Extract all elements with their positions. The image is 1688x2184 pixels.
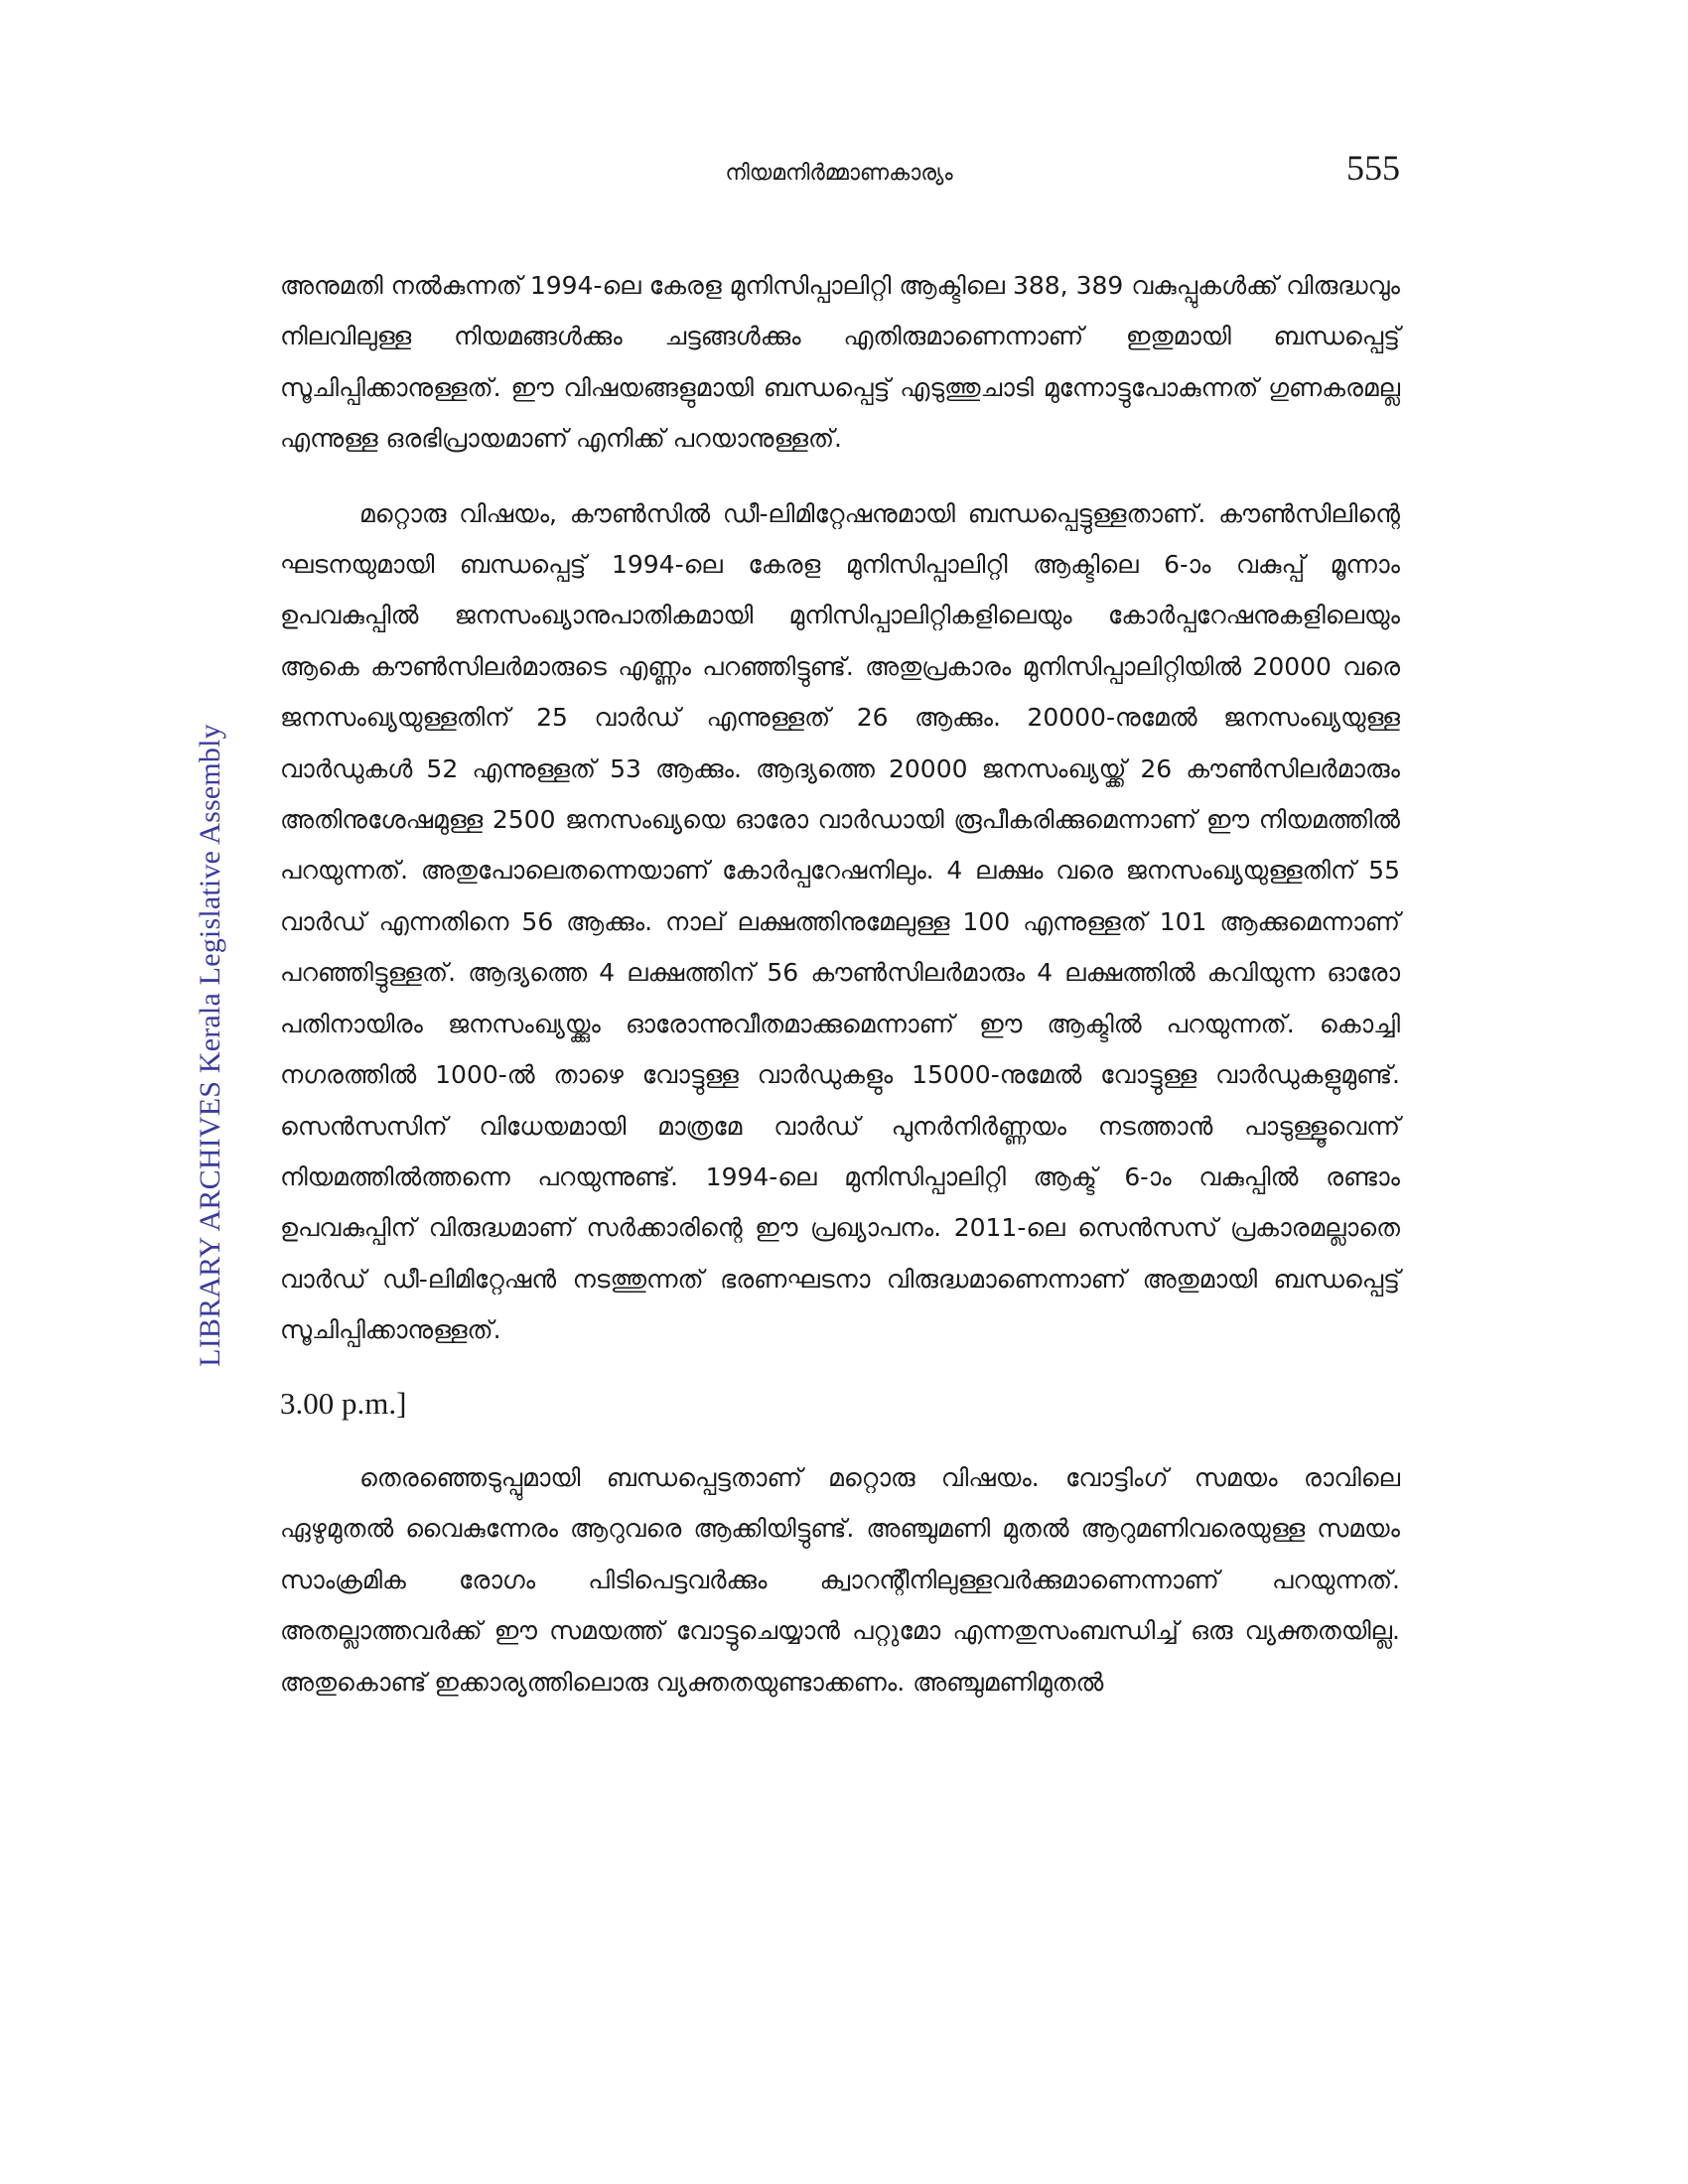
paragraph-3: തെരഞ്ഞെടുപ്പുമായി ബന്ധപ്പെട്ടതാണ് മറ്റൊരു വിഷയം. വോട്ടിംഗ് സമയം രാവിലെ ഏഴുമുതൽ വൈകുന്നേരം ആറുവരെ ആക്കിയിട്ടുണ്ട്. അഞ്ചുമണി മുതൽ ആറുമണിവരെയുള്ള സമയം സാംക്രമിക രോഗം പിടിപെട്ടവർക്കും ക്വാറന്റീനിലുള്ളവർക്കുമാണെന്നാണ് പറയുന്നത്. അതല്ലാത്തവർക്ക് ഈ സമയത്ത് വോട്ടുചെയ്യാൻ പറ്റുമോ എന്നതുസംബന്ധിച്ച് ഒരു വ്യക്തതയില്ല. അതുകൊണ്ട് ഇക്കാര്യത്തിലൊരു വ്യക്തതയുണ്ടാക്കണം. അഞ്ചുമണിമുതൽ (280, 1462, 1400, 1697)
running-title: നിയമനിർമ്മാണകാര്യം (725, 161, 953, 186)
page-number: 555 (1346, 148, 1400, 188)
archive-watermark: LIBRARY ARCHIVES Kerala Legislative Assembly (194, 724, 226, 1367)
paragraph-2: മറ്റൊരു വിഷയം, കൗൺസിൽ ഡീ-ലിമിറ്റേഷനുമായി ബന്ധപ്പെട്ടുള്ളതാണ്. കൗൺസിലിന്റെ ഘടനയുമായി ബന്ധപ്പെട്ട് 1994-ലെ കേരള മുനിസിപ്പാലിറ്റി ആക്ടിലെ 6-ാം വകുപ്പ് മൂന്നാം ഉപവകുപ്പിൽ ജനസംഖ്യാനുപാതികമായി മുനിസിപ്പാലിറ്റികളിലെയും കോർപ്പറേഷനുകളിലെയും ആകെ കൗൺസിലർമാരുടെ എണ്ണം പറഞ്ഞിട്ടുണ്ട്. അതുപ്രകാരം മുനിസിപ്പാലിറ്റിയിൽ 20000 വരെ ജനസംഖ്യയുള്ളതിന് 25 വാർഡ് എന്നുള്ളത് 26 ആക്കും. 20000-നുമേൽ ജനസംഖ്യയുള്ള വാർഡുകൾ 52 എന്നുള്ളത് 53 ആക്കും. ആദ്യത്തെ 20000 ജനസംഖ്യയ്ക്ക് 26 കൗൺസിലർമാരും അതിനുശേഷമുള്ള 2500 ജനസംഖ്യയെ ഓരോ വാർഡായി രൂപീകരിക്കുമെന്നാണ് ഈ നിയമത്തിൽ പറയുന്നത്. അതുപോലെതന്നെയാണ് കോർപ്പറേഷനിലും. 4 ലക്ഷം വരെ ജനസംഖ്യയുള്ളതിന് 55 വാർഡ് എന്നതിനെ 56 ആക്കും. നാല് ലക്ഷത്തിനുമേലുള്ള 100 എന്നുള്ളത് 101 ആക്കുമെന്നാണ് പറഞ്ഞിട്ടുള്ളത്. ആദ്യത്തെ 4 ലക്ഷത്തിന് 56 കൗൺസിലർമാരും 4 ലക്ഷത്തിൽ കവിയുന്ന ഓരോ പതിനായിരം ജനസംഖ്യയ്ക്കും ഓരോന്നുവീതമാക്കുമെന്നാണ് ഈ ആക്ടിൽ പറയുന്നത്. കൊച്ചി നഗരത്തിൽ 1000-ൽ താഴെ വോട്ടുള്ള വാർഡുകളും 15000-നുമേൽ വോട്ടുള്ള വാർഡുകളുമുണ്ട്. സെൻസസിന് വിധേയമായി മാത്രമേ വാർഡ് പുനർനിർണ്ണയം നടത്താൻ പാടുള്ളൂവെന്ന് നിയമത്തിൽത്തന്നെ പറയുന്നുണ്ട്. 1994-ലെ മുനിസിപ്പാലിറ്റി ആക്ട് 6-ാം വകുപ്പിൽ രണ്ടാം ഉപവകുപ്പിന് വിരുദ്ധമാണ് സർക്കാരിന്റെ ഈ പ്രഖ്യാപനം. 2011-ലെ സെൻസസ് പ്രകാരമല്ലാതെ വാർഡ് ഡീ-ലിമിറ്റേഷൻ നടത്തുന്നത് ഭരണഘടനാ വിരുദ്ധമാണെന്നാണ് അതുമായി ബന്ധപ്പെട്ട് സൂചിപ്പിക്കാനുള്ളത്. (280, 498, 1400, 1345)
document-body (280, 260, 1400, 1707)
page-header (278, 147, 1400, 206)
paragraph-1: അനുമതി നൽകുന്നത് 1994-ലെ കേരള മുനിസിപ്പാലിറ്റി ആക്ടിലെ 388, 389 വകുപ്പുകൾക്ക് വിരുദ്ധവും നിലവിലുള്ള നിയമങ്ങൾക്കും ചട്ടങ്ങൾക്കും എതിരുമാണെന്നാണ് ഇതുമായി ബന്ധപ്പെട്ട് സൂചിപ്പിക്കാനുള്ളത്. ഈ വിഷയങ്ങളുമായി ബന്ധപ്പെട്ട് എടുത്തുചാടി മുന്നോട്ടുപോകുന്നത് ഗുണകരമല്ല എന്നുള്ള ഒരഭിപ്രായമാണ് എനിക്ക് പറയാനുള്ളത്. (280, 271, 1400, 454)
time-stamp: 3.00 p.m.] (280, 1385, 407, 1421)
